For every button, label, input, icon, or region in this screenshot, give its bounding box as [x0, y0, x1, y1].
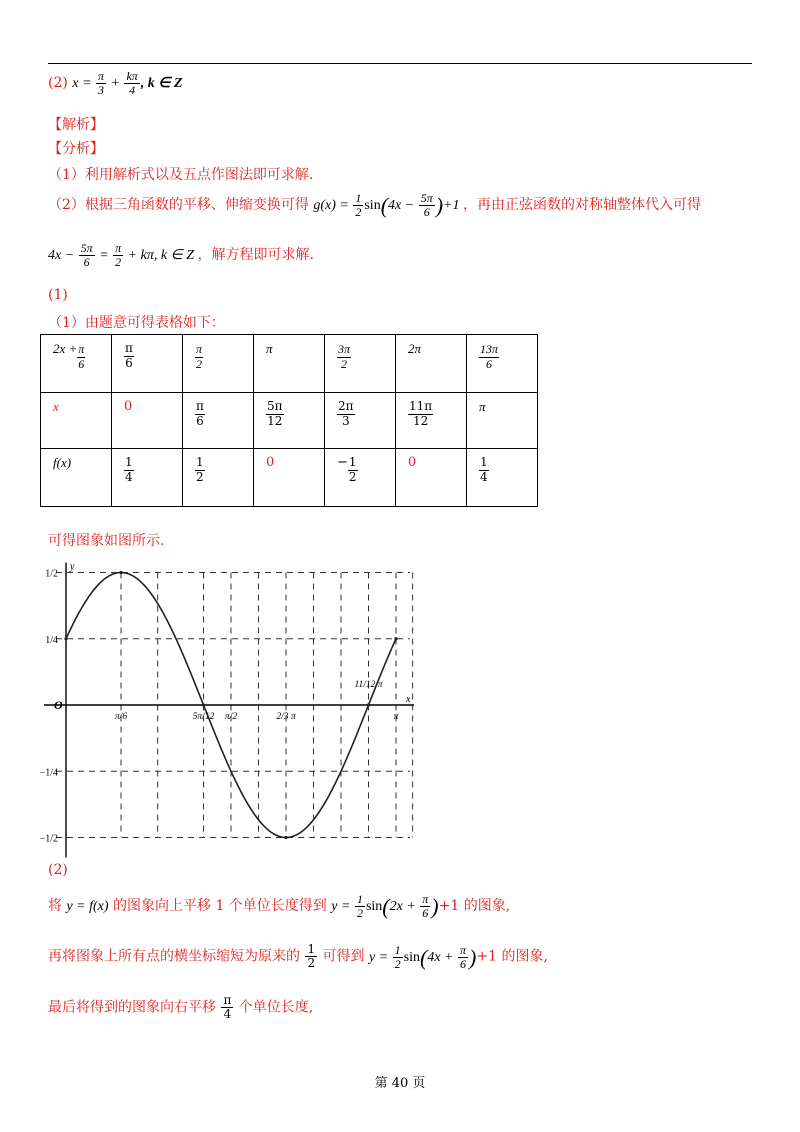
- part2-line3: 最后将得到的图象向右平移 $\frac{\pi}{4}$ 个单位长度,: [48, 993, 314, 1022]
- key-point: [394, 637, 397, 640]
- key-point: [202, 703, 205, 706]
- x-tick-label: π: [393, 712, 399, 722]
- x-tick-label: 11/12 π: [354, 680, 383, 690]
- heading-fenxi: 【分析】: [48, 141, 104, 157]
- x-tick-label: 5π/12: [192, 712, 215, 722]
- table-row: x 0 $\frac{\pi}{6}$ $\frac{5\pi}{12}$ $\frac{2\pi}{3}$ $\frac{11\pi}{12}$ π: [41, 393, 538, 449]
- analysis-p1: （1）利用解析式以及五点作图法即可求解.: [48, 167, 314, 183]
- table-row: 2x + $\frac{\pi}{6}$ $\frac{\pi}{6}$ $\frac{\pi}{2}$ π $\frac{3\pi}{2}$ 2π $\frac{13\pi}{6}$: [41, 335, 538, 393]
- key-point: [367, 703, 370, 706]
- page-footer: 第 40 页: [374, 1076, 426, 1091]
- part1-intro: （1）由题意可得表格如下：: [48, 315, 225, 331]
- y-tick-label: −1/2: [40, 833, 58, 845]
- answer-label: (2): [48, 74, 68, 91]
- top-rule: [48, 63, 752, 64]
- part2-line1: 将 y = f(x) 的图象向上平移 1 个单位长度得到 y = $\frac{1}{2}$ sin(2x + $\frac{\pi}{6}$ )+1 的图象,: [48, 892, 511, 921]
- part2-line2: 再将图象上所有点的横坐标缩短为原来的 $\frac{1}{2}$ 可得到 y = $\frac{1}{2}$ sin(4x + $\frac{\pi}{6}$ )+1 的图象,: [48, 942, 548, 971]
- y-tick-label: −1/4: [40, 767, 58, 779]
- key-point: [284, 836, 287, 839]
- part2-label: (2): [48, 862, 68, 878]
- x-tick-label: 2/3 π: [276, 712, 296, 722]
- answer-part2: (2) x = $\frac{\pi}{3}$ + $\frac{k\pi}{4}$ , k ∈ Z: [48, 69, 183, 98]
- y-axis-label: y: [70, 561, 75, 573]
- x-tick-label: π/6: [114, 712, 128, 722]
- origin-label: O: [54, 698, 63, 712]
- graph-ticks: [40, 569, 399, 845]
- key-point: [119, 571, 122, 574]
- sine-graph: [40, 558, 420, 858]
- key-point: [64, 637, 67, 640]
- y-tick-label: 1/4: [45, 634, 58, 646]
- analysis-p3: 4x − $\frac{5\pi}{6}$ = $\frac{\pi}{2}$ + kπ, k ∈ Z ，解方程即可求解.: [48, 241, 314, 270]
- table-row: f(x) $\frac{1}{4}$ $\frac{1}{2}$ 0 − $\frac{1}{2}$ 0 $\frac{1}{4}$: [41, 449, 538, 507]
- heading-jiexi: 【解析】: [48, 117, 104, 133]
- graph-axes: [44, 562, 414, 858]
- values-table: [40, 334, 538, 507]
- analysis-p2: （2）根据三角函数的平移、伸缩变换可得 g(x) = $\frac{1}{2}$ sin(4x − $\frac{5\pi}{6}$ )+1 ，再由正弦函数的对称轴整体代入可得: [48, 191, 701, 220]
- part1-label: (1): [48, 287, 68, 303]
- graph-intro: 可得图象如图所示.: [48, 533, 165, 549]
- x-tick-label: π/2: [224, 712, 238, 722]
- x-axis-label: x: [406, 694, 411, 705]
- y-tick-label: 1/2: [45, 568, 58, 580]
